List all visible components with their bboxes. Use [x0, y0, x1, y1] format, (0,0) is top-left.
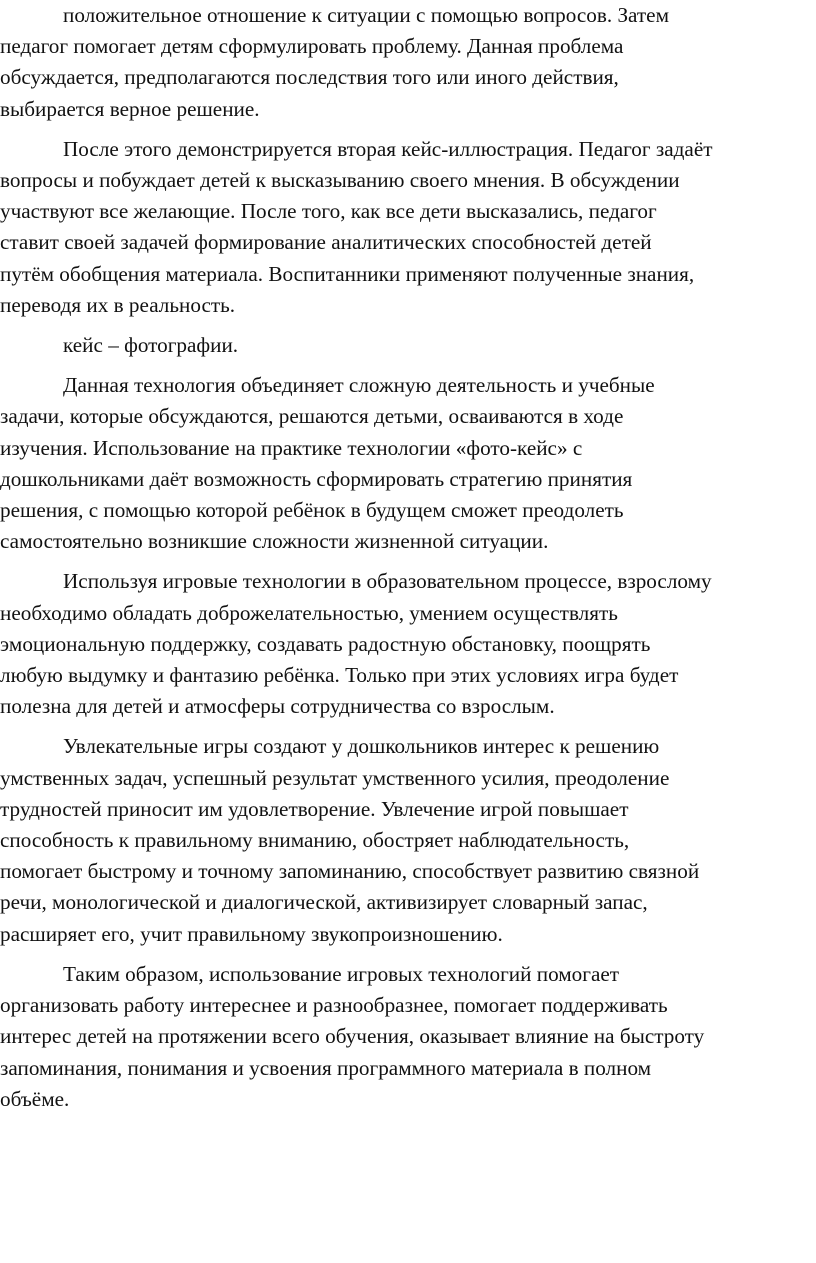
text-line: После этого демонстрируется вторая кейс-иллюстрация. Педагог задаёт: [63, 136, 713, 161]
paragraph-1: [0, 0, 816, 125]
text-line: педагог помогает детям сформулировать проблему. Данная проблема: [0, 34, 624, 59]
text-line: Увлекательные игры создают у дошкольников интерес к решению: [63, 734, 660, 759]
text-line: расширяет его, учит правильному звукопроизношению.: [0, 921, 503, 946]
text-line: выбирается верное решение.: [0, 96, 260, 121]
text-line: обсуждается, предполагаются последствия того или иного действия,: [0, 65, 619, 90]
text-line: кейс – фотографии.: [63, 333, 239, 358]
text-line: изучения. Использование на практике технологии «фото-кейс» с: [0, 435, 583, 460]
paragraph-7: [0, 959, 816, 1115]
text-line: задачи, которые обсуждаются, решаются детьми, осваиваются в ходе: [0, 404, 624, 429]
text-line: Используя игровые технологии в образовательном процессе, взрослому: [63, 569, 712, 594]
text-line: умственных задач, успешный результат умственного усилия, преодоление: [0, 765, 670, 790]
text-line: организовать работу интереснее и разнообразнее, помогает поддерживать: [0, 993, 668, 1018]
text-line: переводя их в реальность.: [0, 292, 236, 317]
text-line: помогает быстрому и точному запоминанию, способствует развитию связной: [0, 859, 700, 884]
paragraph-2: [0, 134, 816, 321]
text-line: самостоятельно возникшие сложности жизненной ситуации.: [0, 529, 549, 554]
text-line: необходимо обладать доброжелательностью, умением осуществлять: [0, 600, 618, 625]
text-line: речи, монологической и диалогической, активизирует словарный запас,: [0, 890, 648, 915]
paragraph-5: [0, 566, 816, 722]
text-line: Таким образом, использование игровых технологий помогает: [63, 961, 620, 986]
text-line: решения, с помощью которой ребёнок в будущем сможет преодолеть: [0, 498, 624, 523]
paragraph-3: [0, 330, 816, 361]
text-line: способность к правильному вниманию, обостряет наблюдательность,: [0, 828, 630, 853]
text-line: трудностей приносит им удовлетворение. Увлечение игрой повышает: [0, 796, 629, 821]
text-line: положительное отношение к ситуации с помощью вопросов. Затем: [63, 3, 669, 27]
paragraph-6: [0, 731, 816, 949]
text-line: объёме.: [0, 1086, 70, 1111]
text-line: полезна для детей и атмосферы сотрудничества со взрослым.: [0, 694, 555, 719]
text-line: Данная технология объединяет сложную деятельность и учебные: [63, 373, 655, 398]
text-line: интерес детей на протяжении всего обучения, оказывает влияние на быстроту: [0, 1024, 705, 1049]
paragraph-4: [0, 370, 816, 557]
text-line: путём обобщения материала. Воспитанники применяют полученные знания,: [0, 261, 695, 286]
text-line: запоминания, понимания и усвоения программного материала в полном: [0, 1055, 652, 1080]
text-line: ставит своей задачей формирование аналитических способностей детей: [0, 230, 652, 255]
text-line: участвуют все желающие. После того, как все дети высказались, педагог: [0, 199, 657, 224]
text-line: вопросы и побуждает детей к высказыванию своего мнения. В обсуждении: [0, 168, 680, 193]
text-line: эмоциональную поддержку, создавать радостную обстановку, поощрять: [0, 631, 651, 656]
text-line: любую выдумку и фантазию ребёнка. Только при этих условиях игра будет: [0, 663, 679, 688]
text-line: дошкольниками даёт возможность сформировать стратегию принятия: [0, 466, 633, 491]
